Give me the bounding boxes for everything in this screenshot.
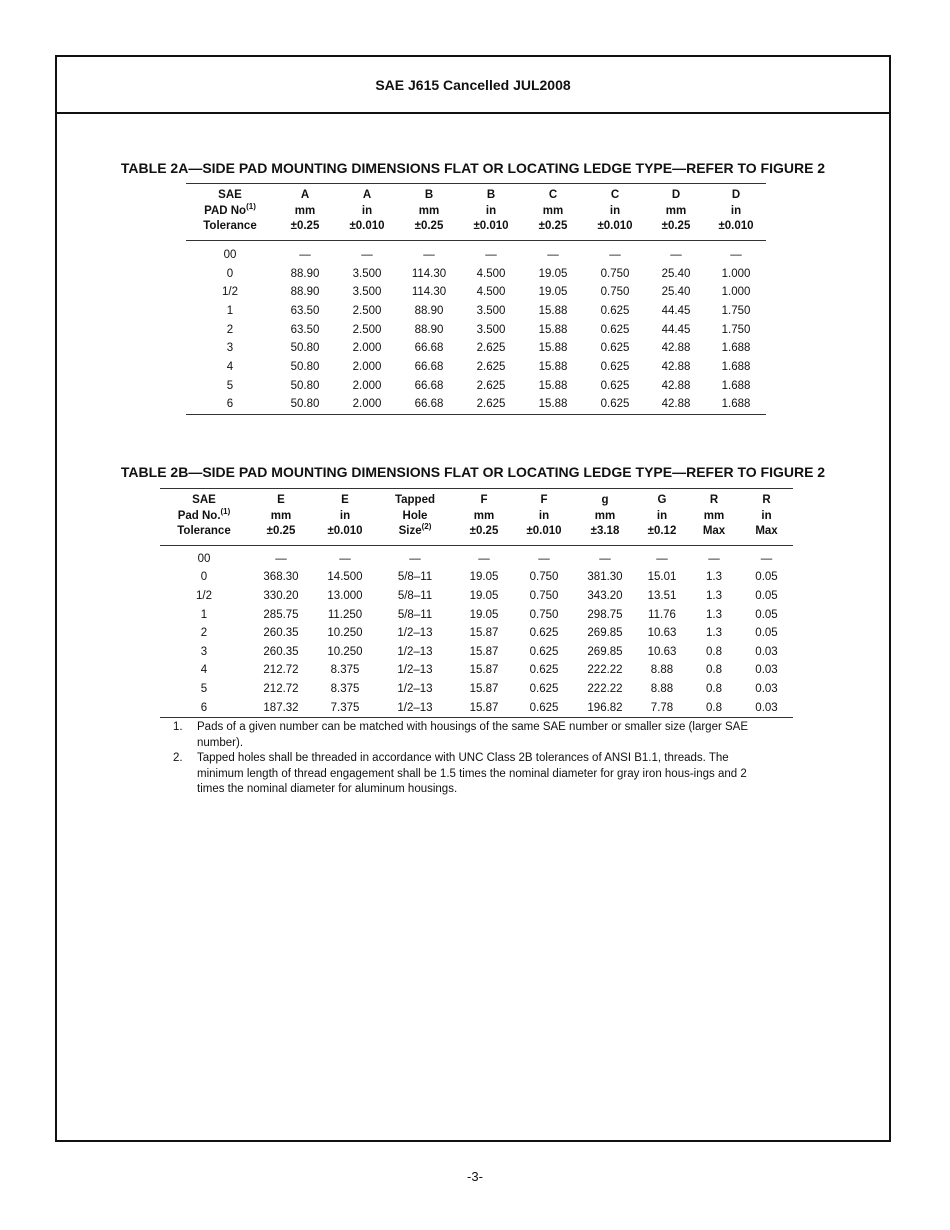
dimension-cell: 343.20: [587, 589, 623, 602]
dimension-cell: —: [670, 248, 682, 261]
column-header-e-mm: E mm ±0.25: [248, 489, 314, 546]
dimension-cell: 42.88: [661, 360, 691, 373]
dimension-cell: 66.68: [414, 379, 444, 392]
column-header-d-in: D in ±0.010: [706, 184, 766, 241]
dimension-cell: 2.500: [352, 304, 382, 317]
dimension-cell: 0.750: [600, 267, 630, 280]
dimension-cell: 0.625: [600, 379, 630, 392]
dimension-cell: 3.500: [352, 286, 382, 299]
dimension-cell: 1/2–13: [397, 627, 433, 640]
dimension-cell: 15.01: [647, 571, 677, 584]
table-row: [160, 568, 793, 587]
column-header-r-in: R in Max: [740, 489, 793, 546]
table-2b-title: TABLE 2B—SIDE PAD MOUNTING DIMENSIONS FLAT OR LOCATING LEDGE TYPE—REFER TO FIGURE 2: [120, 464, 826, 480]
dimension-cell: 368.30: [263, 571, 299, 584]
dimension-cell: 1.688: [721, 379, 751, 392]
table-row: [186, 240, 766, 264]
column-header-d-mm: D mm ±0.25: [646, 184, 706, 241]
dimension-cell: 298.75: [587, 608, 623, 621]
dimension-cell: 88.90: [290, 267, 320, 280]
dimension-cell: 66.68: [398, 395, 460, 414]
dimension-cell: 1.750: [721, 323, 751, 336]
dimension-cell: 2.000: [352, 342, 382, 355]
dimension-cell: 2.625: [476, 379, 506, 392]
dimension-cell: 10.250: [327, 645, 363, 658]
dimension-cell: —: [730, 248, 742, 261]
dimension-cell: 8.375: [330, 682, 360, 695]
dimension-cell: 0.750: [529, 589, 559, 602]
dimension-cell: 13.51: [647, 589, 677, 602]
column-header-a-in: A in ±0.010: [336, 184, 398, 241]
dimension-cell: 1/2–13: [397, 664, 433, 677]
dimension-cell: 15.88: [538, 323, 568, 336]
column-header-g-in: G in ±0.12: [636, 489, 688, 546]
note-2: [173, 751, 773, 798]
column-header-sae: SAE PAD No$^{(1)}$ Tolerance: [186, 184, 274, 241]
dimension-cell: 0.625: [600, 360, 630, 373]
pad-number-cell: 0: [226, 267, 234, 280]
dimension-cell: —: [760, 552, 773, 565]
dimension-cell: —: [547, 248, 559, 261]
dimension-cell: —: [339, 552, 351, 565]
dimension-cell: 25.40: [661, 267, 691, 280]
dimension-cell: 3.500: [352, 267, 382, 280]
dimension-cell: —: [275, 552, 287, 565]
dimension-cell: 88.90: [290, 286, 320, 299]
dimension-cell: 7.375: [314, 698, 376, 717]
dimension-cell: 0.03: [755, 682, 778, 695]
column-header-f-in: F in ±0.010: [514, 489, 574, 546]
dimension-cell: 2.500: [352, 323, 382, 336]
dimension-cell: —: [409, 552, 421, 565]
table-row: [160, 661, 793, 680]
page-number: -3-: [467, 1169, 483, 1184]
note-1: [173, 720, 773, 751]
dimension-cell: 15.88: [538, 360, 568, 373]
dimension-cell: 88.90: [414, 304, 444, 317]
dimension-cell: 1.688: [721, 360, 751, 373]
pad-number-cell: 00: [197, 552, 211, 565]
table-row: [186, 339, 766, 358]
dimension-cell: 222.22: [587, 682, 623, 695]
dimension-cell: 66.68: [414, 360, 444, 373]
dimension-cell: 0.03: [755, 664, 778, 677]
dimension-cell: 4.500: [476, 267, 506, 280]
dimension-cell: 0.8: [706, 664, 722, 677]
dimension-cell: 10.63: [647, 645, 677, 658]
dimension-cell: 25.40: [661, 286, 691, 299]
table-notes: [173, 720, 773, 798]
dimension-cell: 1.000: [721, 286, 751, 299]
dimension-cell: 0.625: [584, 395, 646, 414]
table-row: [186, 302, 766, 321]
dimension-cell: —: [485, 248, 497, 261]
column-header-g-mm: g mm ±3.18: [574, 489, 636, 546]
table-row: [186, 320, 766, 339]
dimension-cell: 19.05: [469, 589, 499, 602]
dimension-cell: 222.22: [587, 664, 623, 677]
dimension-cell: 15.88: [538, 342, 568, 355]
dimension-cell: 2.000: [352, 379, 382, 392]
table-row: [160, 545, 793, 568]
dimension-cell: 1/2–13: [397, 645, 433, 658]
dimension-cell: 0.625: [529, 627, 559, 640]
dimension-cell: 14.500: [327, 571, 363, 584]
table-2a: [186, 183, 766, 415]
dimension-cell: 1.3: [706, 571, 722, 584]
table-2a-title: TABLE 2A—SIDE PAD MOUNTING DIMENSIONS FLAT OR LOCATING LEDGE TYPE—REFER TO FIGURE 2: [120, 160, 826, 176]
table-2b: [160, 488, 793, 718]
dimension-cell: 1.750: [721, 304, 751, 317]
pad-number-cell: 1: [200, 608, 208, 621]
dimension-cell: 63.50: [290, 323, 320, 336]
table-row: [186, 395, 766, 414]
column-header-f-mm: F mm ±0.25: [454, 489, 514, 546]
table-row: [160, 605, 793, 624]
dimension-cell: 15.87: [454, 698, 514, 717]
dimension-cell: 5/8–11: [397, 589, 433, 602]
table-row: [160, 587, 793, 606]
table-row: [186, 376, 766, 395]
dimension-cell: —: [609, 248, 621, 261]
dimension-cell: 2.625: [476, 360, 506, 373]
dimension-cell: 0.8: [688, 698, 740, 717]
table-row: [160, 698, 793, 717]
dimension-cell: 0.625: [600, 323, 630, 336]
dimension-cell: 0.03: [755, 645, 778, 658]
dimension-cell: 50.80: [290, 379, 320, 392]
dimension-cell: —: [708, 552, 720, 565]
dimension-cell: 381.30: [587, 571, 623, 584]
dimension-cell: 1/2–13: [397, 682, 433, 695]
footnote-ref-1: (1): [220, 506, 231, 516]
dimension-cell: 0.03: [740, 698, 793, 717]
table-2a-body: [186, 240, 766, 414]
dimension-cell: 196.82: [574, 698, 636, 717]
note-number: 2.: [173, 752, 183, 764]
dimension-cell: 88.90: [414, 323, 444, 336]
column-header-c-mm: C mm ±0.25: [522, 184, 584, 241]
dimension-cell: 44.45: [661, 323, 691, 336]
dimension-cell: 1.688: [706, 395, 766, 414]
dimension-cell: 0.625: [529, 664, 559, 677]
dimension-cell: 13.000: [327, 589, 363, 602]
footnote-ref-2: (2): [421, 522, 432, 532]
dimension-cell: 114.30: [411, 286, 447, 299]
dimension-cell: —: [538, 552, 550, 565]
dimension-cell: 0.05: [755, 571, 778, 584]
note-number: 1.: [173, 721, 183, 733]
dimension-cell: 10.250: [327, 627, 363, 640]
dimension-cell: 15.87: [469, 645, 499, 658]
pad-number-cell: 5: [200, 682, 208, 695]
dimension-cell: 187.32: [248, 698, 314, 717]
dimension-cell: 0.8: [706, 645, 722, 658]
dimension-cell: 8.375: [330, 664, 360, 677]
dimension-cell: 42.88: [661, 379, 691, 392]
dimension-cell: 269.85: [587, 627, 623, 640]
dimension-cell: 212.72: [263, 682, 299, 695]
footnote-ref-1: (1): [246, 201, 256, 211]
dimension-cell: 8.88: [650, 664, 674, 677]
column-header-c-in: C in ±0.010: [584, 184, 646, 241]
dimension-cell: —: [478, 552, 490, 565]
dimension-cell: 0.750: [529, 608, 559, 621]
dimension-cell: 114.30: [411, 267, 447, 280]
dimension-cell: 11.250: [327, 608, 363, 621]
dimension-cell: 2.625: [476, 342, 506, 355]
dimension-cell: 50.80: [274, 395, 336, 414]
dimension-cell: 15.88: [538, 379, 568, 392]
dimension-cell: —: [599, 552, 611, 565]
pad-number-cell: 2: [200, 627, 208, 640]
table-2b-body: [160, 545, 793, 717]
column-header-tapped-hole-size: Tapped Hole Size$^{(2)}$: [376, 489, 454, 546]
dimension-cell: 0.625: [529, 682, 559, 695]
dimension-cell: 42.88: [646, 395, 706, 414]
page-frame: [55, 55, 891, 1142]
pad-number-cell: 00: [223, 248, 237, 261]
dimension-cell: 1.3: [706, 608, 722, 621]
dimension-cell: 1.000: [721, 267, 751, 280]
dimension-cell: —: [423, 248, 435, 261]
dimension-cell: 5/8–11: [397, 608, 433, 621]
column-header-r-mm: R mm Max: [688, 489, 740, 546]
dimension-cell: 260.35: [263, 627, 299, 640]
dimension-cell: 44.45: [661, 304, 691, 317]
document-title: SAE J615 Cancelled JUL2008: [375, 76, 571, 93]
dimension-cell: 0.625: [514, 698, 574, 717]
pad-number-cell: 2: [226, 323, 234, 336]
note-text: Tapped holes shall be threaded in accordance with UNC Class 2B tolerances of ANSI B1.1, threads. The minimum length of thread engagement shall be 1.5 times the nominal diameter for gray iron hous-ings and 2 times the nominal diameter for aluminum housings.: [197, 752, 747, 795]
dimension-cell: —: [361, 248, 373, 261]
pad-number-cell: 1/2: [196, 589, 212, 602]
dimension-cell: 15.87: [469, 664, 499, 677]
dimension-cell: 1.3: [706, 589, 722, 602]
dimension-cell: 19.05: [469, 571, 499, 584]
pad-number-cell: 5: [226, 379, 234, 392]
dimension-cell: —: [299, 248, 311, 261]
pad-number-cell: 1: [226, 304, 234, 317]
dimension-cell: 50.80: [290, 342, 320, 355]
dimension-cell: 50.80: [290, 360, 320, 373]
column-header-e-in: E in ±0.010: [314, 489, 376, 546]
dimension-cell: 4.500: [476, 286, 506, 299]
dimension-cell: 3.500: [476, 304, 506, 317]
dimension-cell: 260.35: [263, 645, 299, 658]
dimension-cell: 15.88: [538, 304, 568, 317]
note-text: Pads of a given number can be matched with housings of the same SAE number or smaller size (larger SAE number).: [197, 721, 748, 749]
table-row: [186, 264, 766, 283]
dimension-cell: 7.78: [636, 698, 688, 717]
dimension-cell: 15.87: [469, 627, 499, 640]
table-row: [160, 624, 793, 643]
dimension-cell: 0.625: [600, 342, 630, 355]
dimension-cell: 11.76: [648, 608, 676, 621]
dimension-cell: 1/2–13: [376, 698, 454, 717]
dimension-cell: 2.000: [336, 395, 398, 414]
table-row: [186, 283, 766, 302]
dimension-cell: 8.88: [650, 682, 674, 695]
dimension-cell: 63.50: [290, 304, 320, 317]
dimension-cell: 212.72: [263, 664, 299, 677]
dimension-cell: 1.688: [721, 342, 751, 355]
dimension-cell: 0.750: [529, 571, 559, 584]
dimension-cell: 330.20: [263, 589, 299, 602]
dimension-cell: 0.625: [600, 304, 630, 317]
document-header: [57, 57, 889, 114]
dimension-cell: 42.88: [661, 342, 691, 355]
column-header-a-mm: A mm ±0.25: [274, 184, 336, 241]
table-2a-header: [186, 184, 766, 241]
dimension-cell: 5/8–11: [397, 571, 433, 584]
dimension-cell: 0.750: [600, 286, 630, 299]
dimension-cell: 2.000: [352, 360, 382, 373]
dimension-cell: —: [656, 552, 668, 565]
column-header-b-mm: B mm ±0.25: [398, 184, 460, 241]
dimension-cell: 285.75: [263, 608, 299, 621]
pad-number-cell: 6: [160, 698, 248, 717]
dimension-cell: 0.05: [755, 608, 778, 621]
table-row: [160, 642, 793, 661]
dimension-cell: 0.625: [529, 645, 559, 658]
pad-number-cell: 1/2: [222, 286, 238, 299]
pad-number-cell: 3: [200, 645, 208, 658]
dimension-cell: 66.68: [414, 342, 444, 355]
pad-number-cell: 4: [200, 664, 208, 677]
dimension-cell: 19.05: [538, 286, 568, 299]
dimension-cell: 3.500: [476, 323, 506, 336]
dimension-cell: 19.05: [538, 267, 568, 280]
dimension-cell: 15.87: [469, 682, 499, 695]
dimension-cell: 15.88: [522, 395, 584, 414]
column-header-sae: SAE Pad No.$^{(1)}$ Tolerance: [160, 489, 248, 546]
dimension-cell: 0.05: [755, 627, 778, 640]
table-2b-header: [160, 489, 793, 546]
table-row: [186, 358, 766, 377]
dimension-cell: 2.625: [460, 395, 522, 414]
dimension-cell: 19.05: [469, 608, 499, 621]
pad-number-cell: 6: [186, 395, 274, 414]
pad-number-cell: 3: [226, 342, 234, 355]
pad-number-cell: 4: [226, 360, 234, 373]
column-header-b-in: B in ±0.010: [460, 184, 522, 241]
pad-number-cell: 0: [200, 571, 208, 584]
dimension-cell: 269.85: [587, 645, 623, 658]
dimension-cell: 0.8: [706, 682, 722, 695]
dimension-cell: 10.63: [647, 627, 677, 640]
dimension-cell: 0.05: [755, 589, 778, 602]
table-row: [160, 680, 793, 699]
dimension-cell: 1.3: [706, 627, 722, 640]
